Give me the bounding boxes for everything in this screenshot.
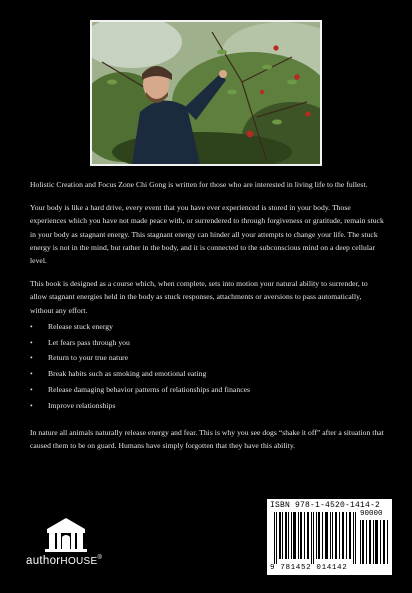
body-paragraph-course: This book is designed as a course which, when complete, sets into motion your natural ability to surrender, to allow stagnant energies held in the body as stuck responses, attachments or aversions to pass automatically, without any effort.	[30, 279, 368, 315]
publisher-name	[26, 555, 102, 567]
author-photo-illustration	[92, 22, 320, 164]
intro-paragraph: Holistic Creation and Focus Zone Chi Gong is written for those who are interested in living life to the fullest.	[30, 180, 368, 189]
body-paragraph-hard-drive: Your body is like a hard drive, every event that you have ever experienced is stored in your body. Those experiences which you have not made peace with, or surrendered to through forgiveness or gratitude, remain stuck in your body as stagnant energy. This stagnant energy can hinder all your attempts to change your life. The stuck energy is not in the mind, but rather in the body, and it is connected to the subconscious mind on a deep cellular level.	[30, 203, 384, 266]
list-item: • Improve relationships	[30, 398, 386, 414]
publisher-name-part1: author	[26, 555, 61, 567]
barcode-main-bars	[274, 512, 356, 564]
barcode-addon-bars	[360, 520, 388, 564]
isbn-barcode	[267, 499, 392, 575]
registered-mark: ®	[97, 555, 103, 562]
publisher-logo	[26, 515, 112, 575]
list-item: • Return to your true nature	[30, 350, 386, 366]
closing-paragraph: In nature all animals naturally release energy and fear. This is why you see dogs “shake it off” after a situation that caused them to be on guard. Humans have simply forgotten that they have this ability.	[30, 427, 384, 450]
barcode-bars	[270, 512, 389, 564]
isbn-text: ISBN 978-1-4520-1414-2	[270, 501, 381, 510]
benefits-list	[30, 319, 386, 414]
author-photo	[92, 22, 320, 164]
author-photo-frame	[90, 20, 322, 166]
list-item: • Let fears pass through you	[30, 335, 386, 351]
barcode-digits: 9 781452 014142	[270, 564, 348, 572]
back-cover-text	[30, 178, 386, 462]
list-item: • Release damaging behavior patterns of relationships and finances	[30, 382, 386, 398]
list-item: • Release stuck energy	[30, 319, 386, 335]
list-item: • Break habits such as smoking and emotional eating	[30, 366, 386, 382]
book-house-icon	[43, 515, 89, 553]
publisher-name-part2: HOUSE	[60, 556, 98, 567]
price-code: 90000	[360, 510, 383, 518]
